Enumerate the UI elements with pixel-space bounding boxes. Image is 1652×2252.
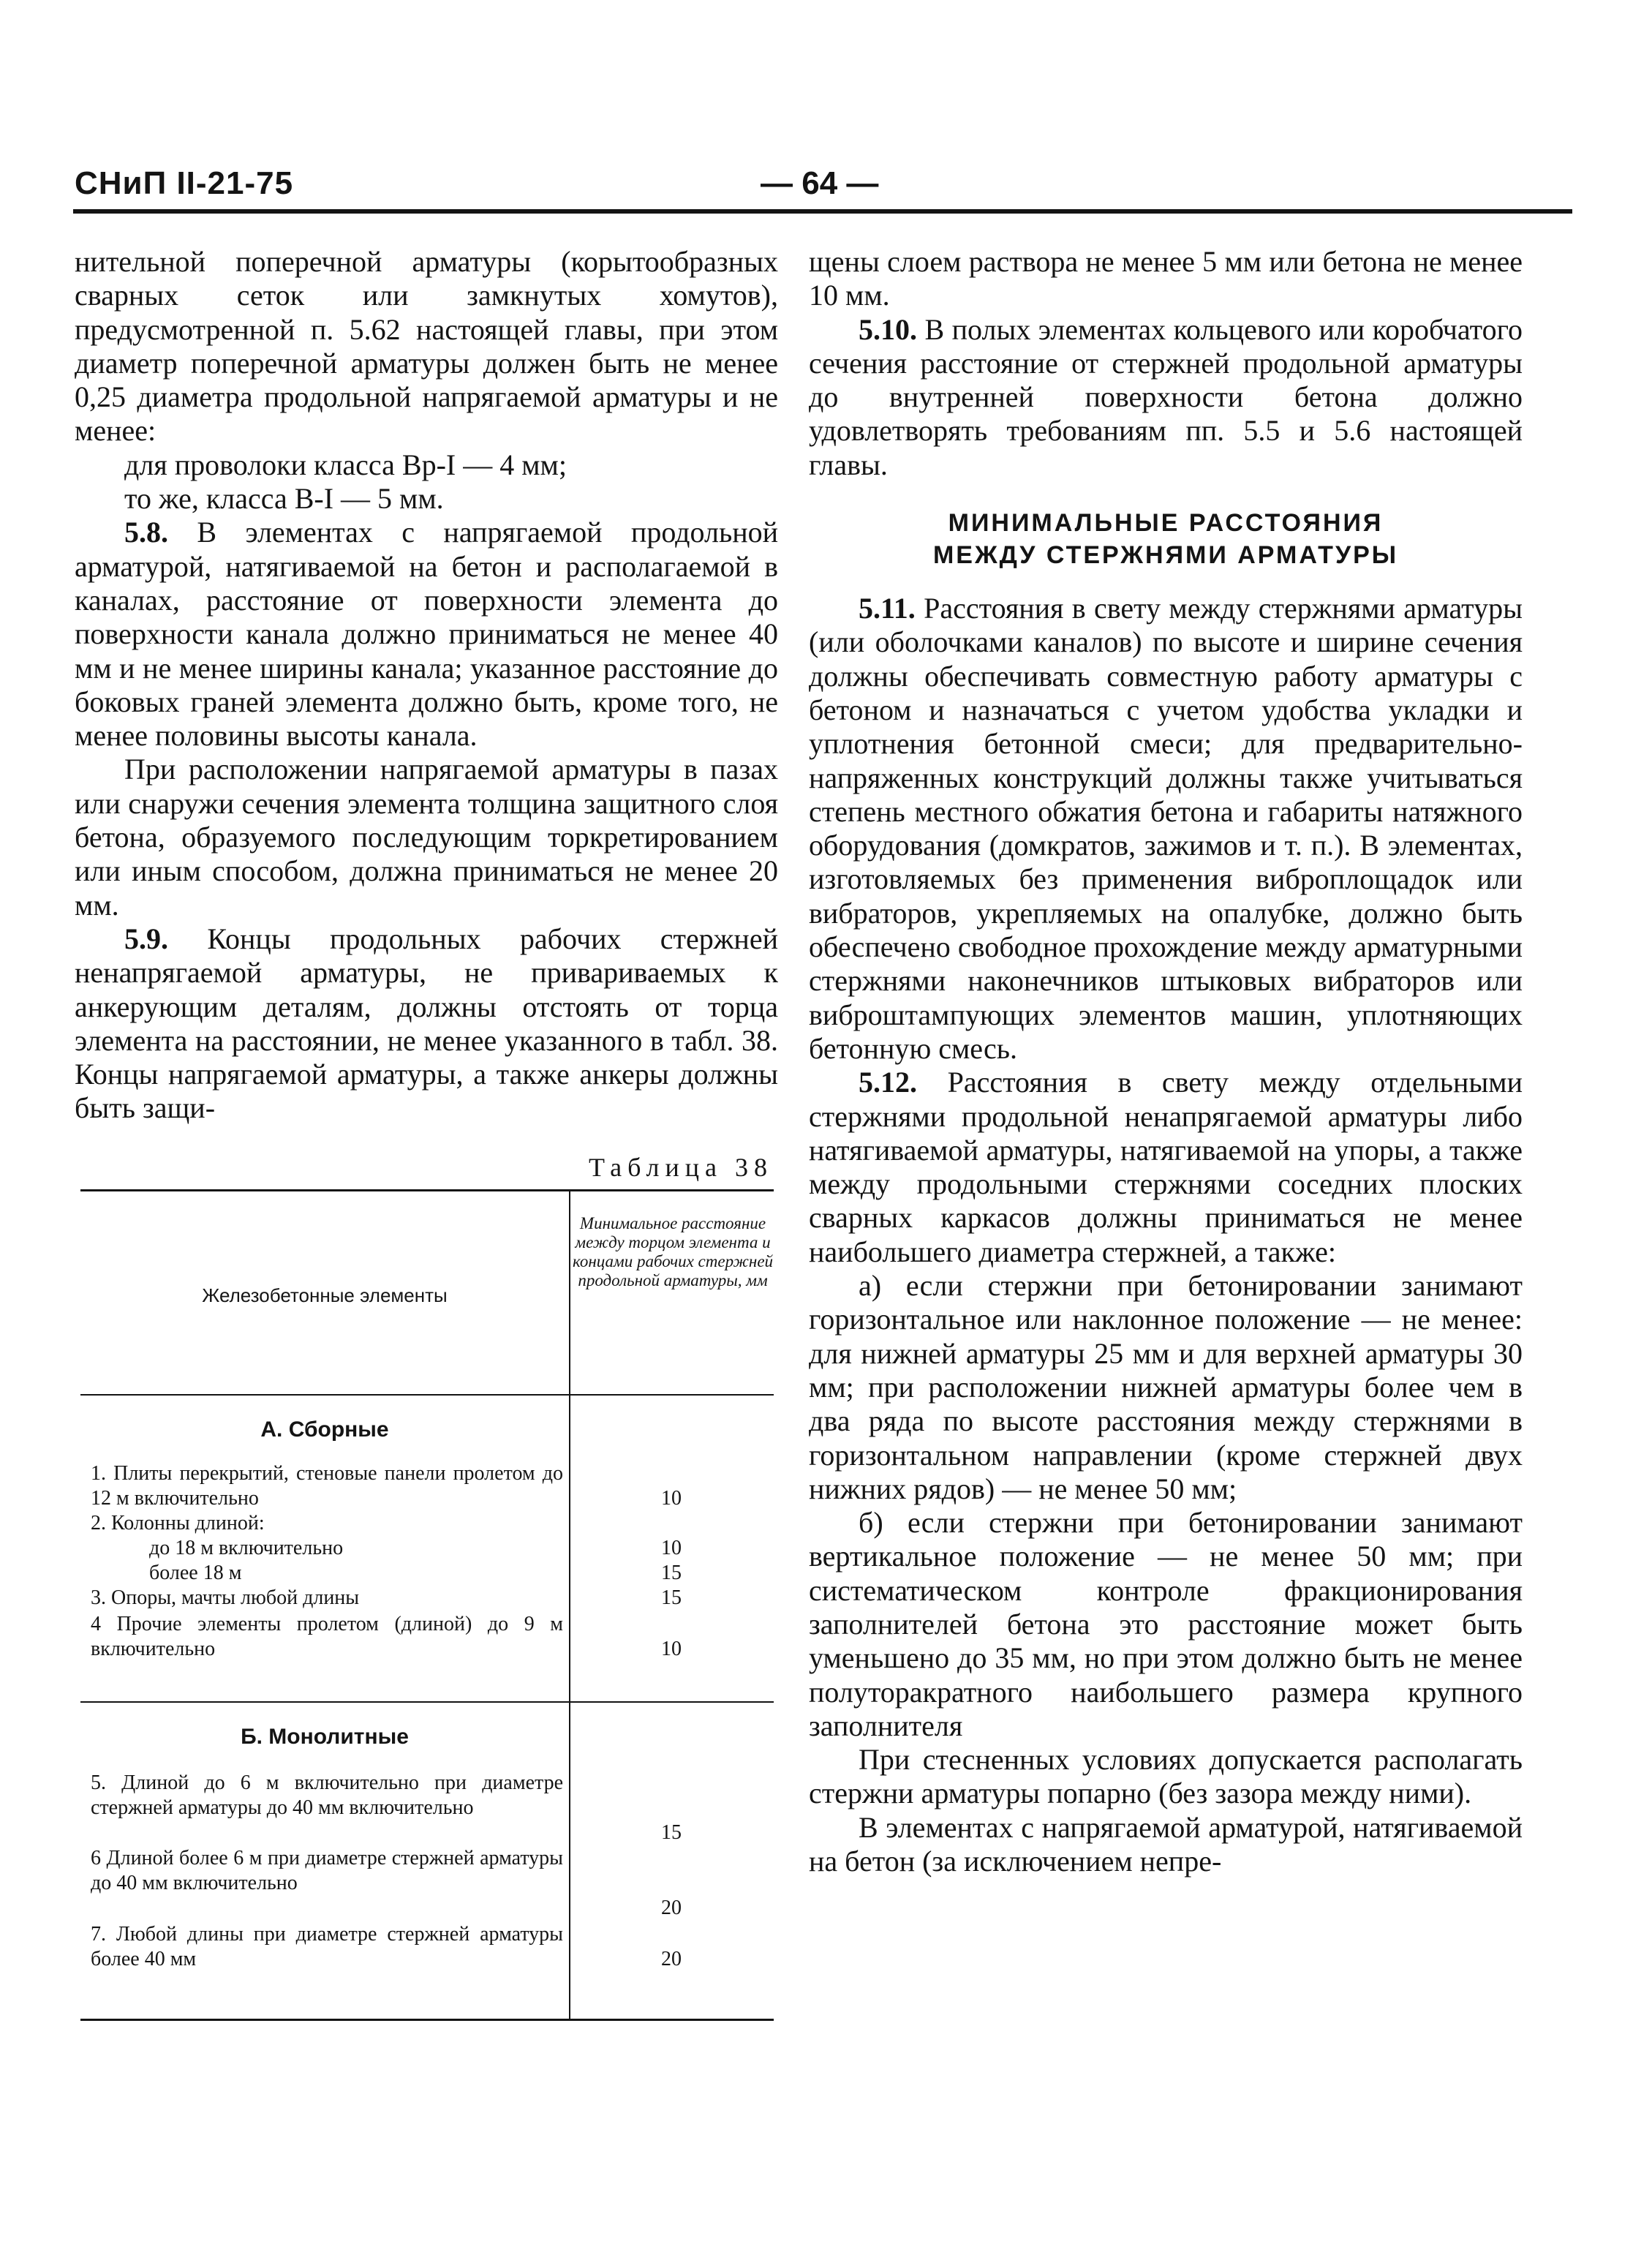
clause-number: 5.10. (859, 312, 917, 346)
subclause-b: б) если стержни при бетонировании занимают вертикальное положение — не менее 50 мм; при систематическом контроле фракционирования заполнителей бетона это расстояние может быть уменьшено до 35 мм, но при этом должно быть не менее полуторакратного наибольшего размера крупного заполнителя (809, 1506, 1523, 1742)
clause-text: В элементах с напрягаемой продольной арматурой, натягиваемой на бетон и располагаемой в каналах, расстояние от поверхности элемента до поверхности канала должно приниматься не менее 40 мм и не менее ширины канала; указанное расстояние до боковых граней элемента должно быть, кроме того, не менее половины высоты канала. (75, 516, 778, 753)
row-description: 1. Плиты перекрытий, стеновые панели пролетом до 12 м включительно (91, 1462, 563, 1510)
row-description: 5. Длиной до 6 м включительно при диаметре стержней арматуры до 40 мм включительно (91, 1771, 563, 1819)
table-group-precast: А. Сборные (260, 1417, 389, 1442)
row-description: до 18 м включительно (149, 1537, 344, 1559)
paragraph-continuation: щены слоем раствора не менее 5 мм или бетона не менее 10 мм. (809, 245, 1523, 312)
right-column (809, 245, 1523, 1878)
table-group-rule (80, 1701, 774, 1703)
section-title (809, 507, 1523, 571)
clause-5-8 (75, 516, 778, 753)
table-top-rule (80, 1189, 774, 1191)
clause-number: 5.12. (859, 1066, 917, 1099)
section-title-line-2: МЕЖДУ СТЕРЖНЯМИ АРМАТУРЫ (932, 541, 1399, 570)
row-description: 4 Прочие элементы пролетом (длиной) до 9 м включительно (91, 1613, 563, 1660)
table-bottom-rule (80, 2019, 774, 2021)
clause-5-9 (75, 922, 778, 1126)
clause-5-12 (809, 1066, 1523, 1269)
page-number: — 64 — (761, 165, 879, 201)
row-description: 7. Любой длины при диаметре стержней арматуры более 40 мм (91, 1923, 563, 1970)
table-header-rule (80, 1394, 774, 1396)
row-description: 6 Длиной более 6 м при диаметре стержней арматуры до 40 мм включительно (91, 1847, 563, 1894)
table-caption: Таблица 38 (589, 1153, 773, 1182)
paragraph-continuation: нительной поперечной арматуры (корытообразных сварных сеток или замкнутых хомутов), предусмотренной п. 5.62 настоящей главы, при этом диаметр поперечной арматуры должен быть не менее 0,25 диаметра продольной напрягаемой арматуры и не менее: (75, 245, 778, 448)
clause-number: 5.9. (124, 922, 168, 955)
row-value: 20 (661, 1948, 682, 1970)
document-code: СНиП II-21-75 (75, 165, 294, 201)
paragraph-wire-class-v: то же, класса В-I — 5 мм. (124, 482, 444, 516)
row-value: 15 (661, 1586, 682, 1609)
clause-text: В полых элементах кольцевого или коробчатого сечения расстояние от стержней продольной арматуры до внутренней поверхности бетона должно удовлетворять требованиям пп. 5.5 и 5.6 настоящей главы. (809, 312, 1523, 481)
subclause-a: а) если стержни при бетонировании занимают горизонтальное или наклонное положение — не менее: для нижней арматуры 25 мм и для верхней арматуры 30 мм; при расположении нижней арматуры более чем в два ряда по высоте расстояния между стержнями в горизонтальном направлении (кроме стержней двух нижних рядов) — не менее 50 мм; (809, 1269, 1523, 1505)
clause-text: Концы продольных рабочих стержней ненапрягаемой арматуры, не привариваемых к анкерующим деталям, должны отстоять от торца элемента на расстоянии, не менее указанного в табл. 38. Концы напрягаемой арматуры, а также анкеры должны быть защи- (75, 922, 778, 1125)
row-value: 15 (661, 1562, 682, 1584)
clause-number: 5.11. (859, 592, 916, 625)
table-header-elements: Железобетонные элементы (202, 1284, 448, 1306)
row-description: 3. Опоры, мачты любой длины (91, 1586, 360, 1609)
clause-number: 5.8. (124, 516, 168, 549)
clause-5-10 (809, 313, 1523, 482)
row-value: 15 (661, 1821, 682, 1844)
header-rule (73, 209, 1572, 214)
paragraph-prestressed: В элементах с напрягаемой арматурой, натягиваемой на бетон (за исключением непре- (809, 1810, 1523, 1878)
table-header-distance: Минимальное расстояние между торцом элемента и концами рабочих стержней продольной арматуры, мм (572, 1214, 774, 1289)
row-description: 2. Колонны длиной: (91, 1512, 265, 1534)
section-title-line-1: МИНИМАЛЬНЫЕ РАССТОЯНИЯ (948, 509, 1384, 538)
clause-5-11 (809, 592, 1523, 1066)
table-38 (80, 1189, 774, 2022)
paragraph-pairing: При стесненных условиях допускается располагать стержни арматуры попарно (без зазора между ними). (809, 1743, 1523, 1810)
table-group-monolithic: Б. Монолитные (241, 1725, 409, 1749)
paragraph-wire-class-vr: для проволоки класса Вр-I — 4 мм; (124, 448, 567, 481)
row-value: 10 (661, 1537, 682, 1559)
clause-text: Расстояния в свету между стержнями арматуры (или оболочками каналов) по высоте и ширине сечения должны обеспечивать совместную работу арматуры с бетоном и назначаться с учетом удобства укладки и уплотнения бетонной смеси; для предварительно-напряженных конструкций должны также учитываться степень местного обжатия бетона и габариты натяжного оборудования (домкратов, зажимов и т. п.). В элементах, изготовляемых без применения виброплощадок или вибраторов, укрепляемых на опалубке, должно быть обеспечено свободное прохождение между арматурными стержнями наконечников штыковых вибраторов или виброштампующих элементов машин, уплотняющих бетонную смесь. (809, 592, 1523, 1065)
row-value: 10 (661, 1487, 682, 1510)
clause-text: Расстояния в свету между отдельными стержнями продольной ненапрягаемой арматуры либо натягиваемой арматуры, натягиваемой на упоры, а также между продольными стержнями соседних плоских сварных каркасов должны приниматься не менее наибольшего диаметра стержней, а также: (809, 1066, 1523, 1268)
row-description: более 18 м (149, 1562, 242, 1584)
row-value: 10 (661, 1638, 682, 1660)
left-column (75, 245, 778, 1126)
row-value: 20 (661, 1897, 682, 1919)
paragraph-protective-layer: При расположении напрягаемой арматуры в пазах или снаружи сечения элемента толщина защитного слоя бетона, образуемого последующим торкретированием или иным способом, должна приниматься не менее 20 мм. (75, 753, 778, 922)
